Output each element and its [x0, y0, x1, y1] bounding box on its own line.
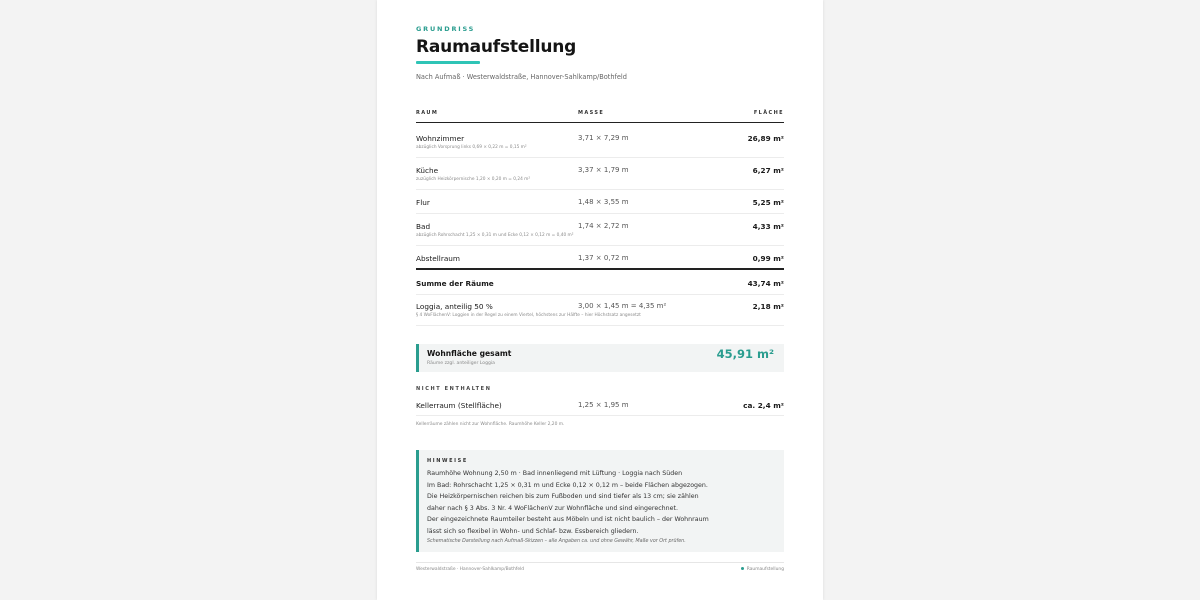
- room-name: Loggia, anteilig 50 %: [416, 302, 493, 311]
- footer-address: Westerwaldstraße · Hannover-Sahlkamp/Bothfeld: [416, 567, 525, 572]
- footer-section: [741, 567, 784, 572]
- room-area: 6,27 m²: [752, 166, 784, 175]
- column-header-room: RAUM: [416, 110, 439, 116]
- room-area: 4,33 m²: [752, 222, 784, 231]
- notes-line: Die Heizkörpernischen reichen bis zum Fußboden und sind tiefer als 13 cm; sie zählen: [427, 493, 699, 500]
- notes-line: Im Bad: Rohrschacht 1,25 × 0,31 m und Ecke 0,12 × 0,12 m – beide Flächen abgezogen.: [427, 481, 708, 489]
- notes-title: HINWEISE: [427, 458, 468, 464]
- room-mass: 1,48 × 3,55 m: [578, 198, 629, 206]
- total-note: Räume zzgl. anteiliger Loggia: [427, 361, 495, 366]
- table-row: [416, 189, 784, 214]
- room-mass: 3,37 × 1,79 m: [578, 166, 629, 174]
- page-footer: [416, 562, 784, 572]
- notes-disclaimer: Schematische Darstellung nach Aufmaß-Skizzen – alle Angaben ca. und ohne Gewähr, Maße vor Ort prüfen.: [427, 539, 686, 544]
- table-row: [416, 213, 784, 246]
- room-name: Wohnzimmer: [416, 134, 465, 143]
- room-area: 2,18 m²: [752, 302, 784, 311]
- notes-line: daher nach § 3 Abs. 3 Nr. 4 WoFlächenV zur Wohnfläche und sind eingerechnet.: [427, 504, 678, 512]
- room-area: ca. 2,4 m²: [743, 401, 784, 410]
- notes-line: Der eingezeichnete Raumteiler besteht aus Möbeln und ist nicht baulich – der Wohnraum: [427, 516, 709, 523]
- table-header: [416, 110, 784, 123]
- notes-line: Raumhöhe Wohnung 2,50 m · Bad innenliegend mit Lüftung · Loggia nach Süden: [427, 470, 683, 477]
- room-mass: 3,00 × 1,45 m = 4,35 m²: [578, 302, 667, 310]
- page-title: Raumaufstellung: [416, 37, 577, 57]
- room-note: abzüglich Vorsprung links 0,69 × 0,22 m = 0,15 m²: [416, 145, 527, 150]
- room-note: § 4 WoFlächenV: Loggien in der Regel zu einem Viertel, höchstens zur Hälfte – hier Höchstsatz angesetzt: [416, 313, 641, 318]
- title-accent-bar: [416, 61, 480, 64]
- loggia-row: [416, 294, 784, 326]
- document-page: [377, 0, 823, 600]
- sum-label: Summe der Räume: [416, 279, 494, 288]
- room-name: Kellerraum (Stellfläche): [416, 401, 502, 410]
- column-header-mass: MASSE: [578, 110, 605, 116]
- room-mass: 1,25 × 1,95 m: [578, 401, 629, 409]
- room-mass: 1,37 × 0,72 m: [578, 254, 629, 262]
- room-name: Abstellraum: [416, 254, 461, 263]
- room-name: Küche: [416, 166, 439, 175]
- room-area: 5,25 m²: [752, 198, 784, 207]
- page-subtitle: Nach Aufmaß · Westerwaldstraße, Hannover-Sahlkamp/Bothfeld: [416, 73, 627, 81]
- eyebrow-label: GRUNDRISS: [416, 25, 476, 33]
- room-mass: 1,74 × 2,72 m: [578, 222, 629, 230]
- room-mass: 3,71 × 7,29 m: [578, 134, 629, 142]
- room-area: 0,99 m²: [752, 254, 784, 263]
- table-row: [416, 125, 784, 158]
- total-box: [416, 344, 784, 372]
- footer-dot-icon: [741, 567, 744, 570]
- room-name: Flur: [416, 198, 430, 207]
- excluded-section-label: NICHT ENTHALTEN: [416, 386, 492, 392]
- footer-section-label: Raumaufstellung: [746, 567, 784, 572]
- room-note: abzüglich Rohrschacht 1,25 × 0,31 m und Ecke 0,12 × 0,12 m = 0,40 m²: [416, 233, 574, 238]
- room-note: zuzüglich Heizkörpernische 1,20 × 0,20 m = 0,24 m²: [416, 177, 531, 182]
- total-value: 45,91 m²: [716, 347, 774, 361]
- excluded-row: [416, 396, 784, 416]
- room-area: 26,89 m²: [747, 134, 784, 143]
- sum-area: 43,74 m²: [747, 279, 784, 288]
- notes-box: [416, 450, 784, 552]
- excluded-footnote: Kellerräume zählen nicht zur Wohnfläche. Raumhöhe Keller 2,20 m.: [416, 422, 565, 427]
- notes-line: lässt sich so flexibel in Wohn- und Schlaf- bzw. Essbereich gliedern.: [427, 527, 639, 535]
- table-row: [416, 157, 784, 190]
- room-name: Bad: [416, 222, 431, 231]
- sum-row: [416, 270, 784, 295]
- total-label: Wohnfläche gesamt: [427, 349, 512, 358]
- table-row: [416, 245, 784, 268]
- column-header-area: FLÄCHE: [753, 110, 784, 116]
